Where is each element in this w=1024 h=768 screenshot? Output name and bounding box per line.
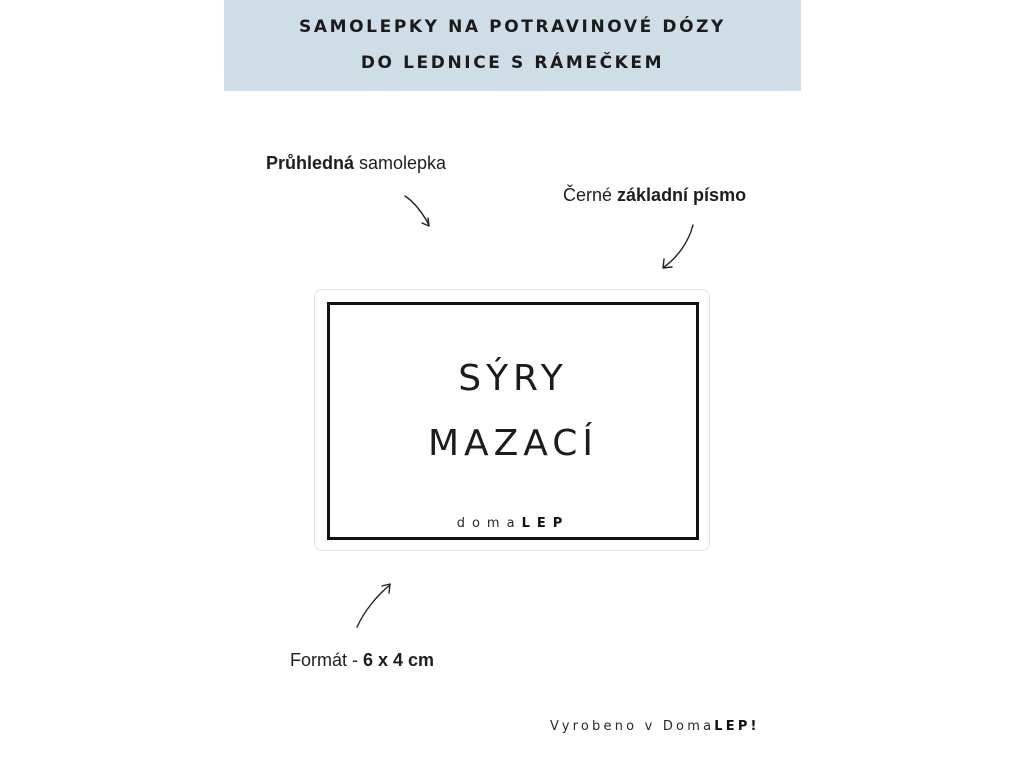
arrow-down-right-icon xyxy=(400,192,436,232)
footer-made-by xyxy=(550,719,760,734)
sticker-preview xyxy=(314,289,710,551)
footer-bold: LEP! xyxy=(714,719,760,734)
banner-title-line-1: SAMOLEPKY NA POTRAVINOVÉ DÓZY xyxy=(299,17,726,37)
note-format xyxy=(290,650,434,671)
sticker-frame xyxy=(327,302,699,540)
note-transparent-sticker xyxy=(266,153,446,174)
sticker-label-line-2: MAZACÍ xyxy=(427,423,599,464)
note-black-font xyxy=(563,185,746,206)
title-banner xyxy=(224,0,801,91)
banner-title-line-2: DO LEDNICE S RÁMEČKEM xyxy=(360,53,665,73)
note-black-bold: základní písmo xyxy=(617,185,747,205)
note-transparent-rest: samolepka xyxy=(354,153,447,173)
sticker-brand-bold: LEP xyxy=(521,516,570,531)
arrow-up-right-icon xyxy=(352,580,396,632)
note-format-bold: 6 x 4 cm xyxy=(363,650,435,670)
arrow-down-left-icon xyxy=(656,221,700,273)
note-black-prefix: Černé xyxy=(563,185,618,205)
sticker-label-line-1: SÝRY xyxy=(458,358,568,399)
sticker-brand-light: doma xyxy=(456,516,522,531)
footer-light: Vyrobeno v Doma xyxy=(550,719,715,734)
note-format-prefix: Formát - xyxy=(290,650,364,670)
sticker-brand xyxy=(330,516,696,531)
note-transparent-bold: Průhledná xyxy=(266,153,355,173)
